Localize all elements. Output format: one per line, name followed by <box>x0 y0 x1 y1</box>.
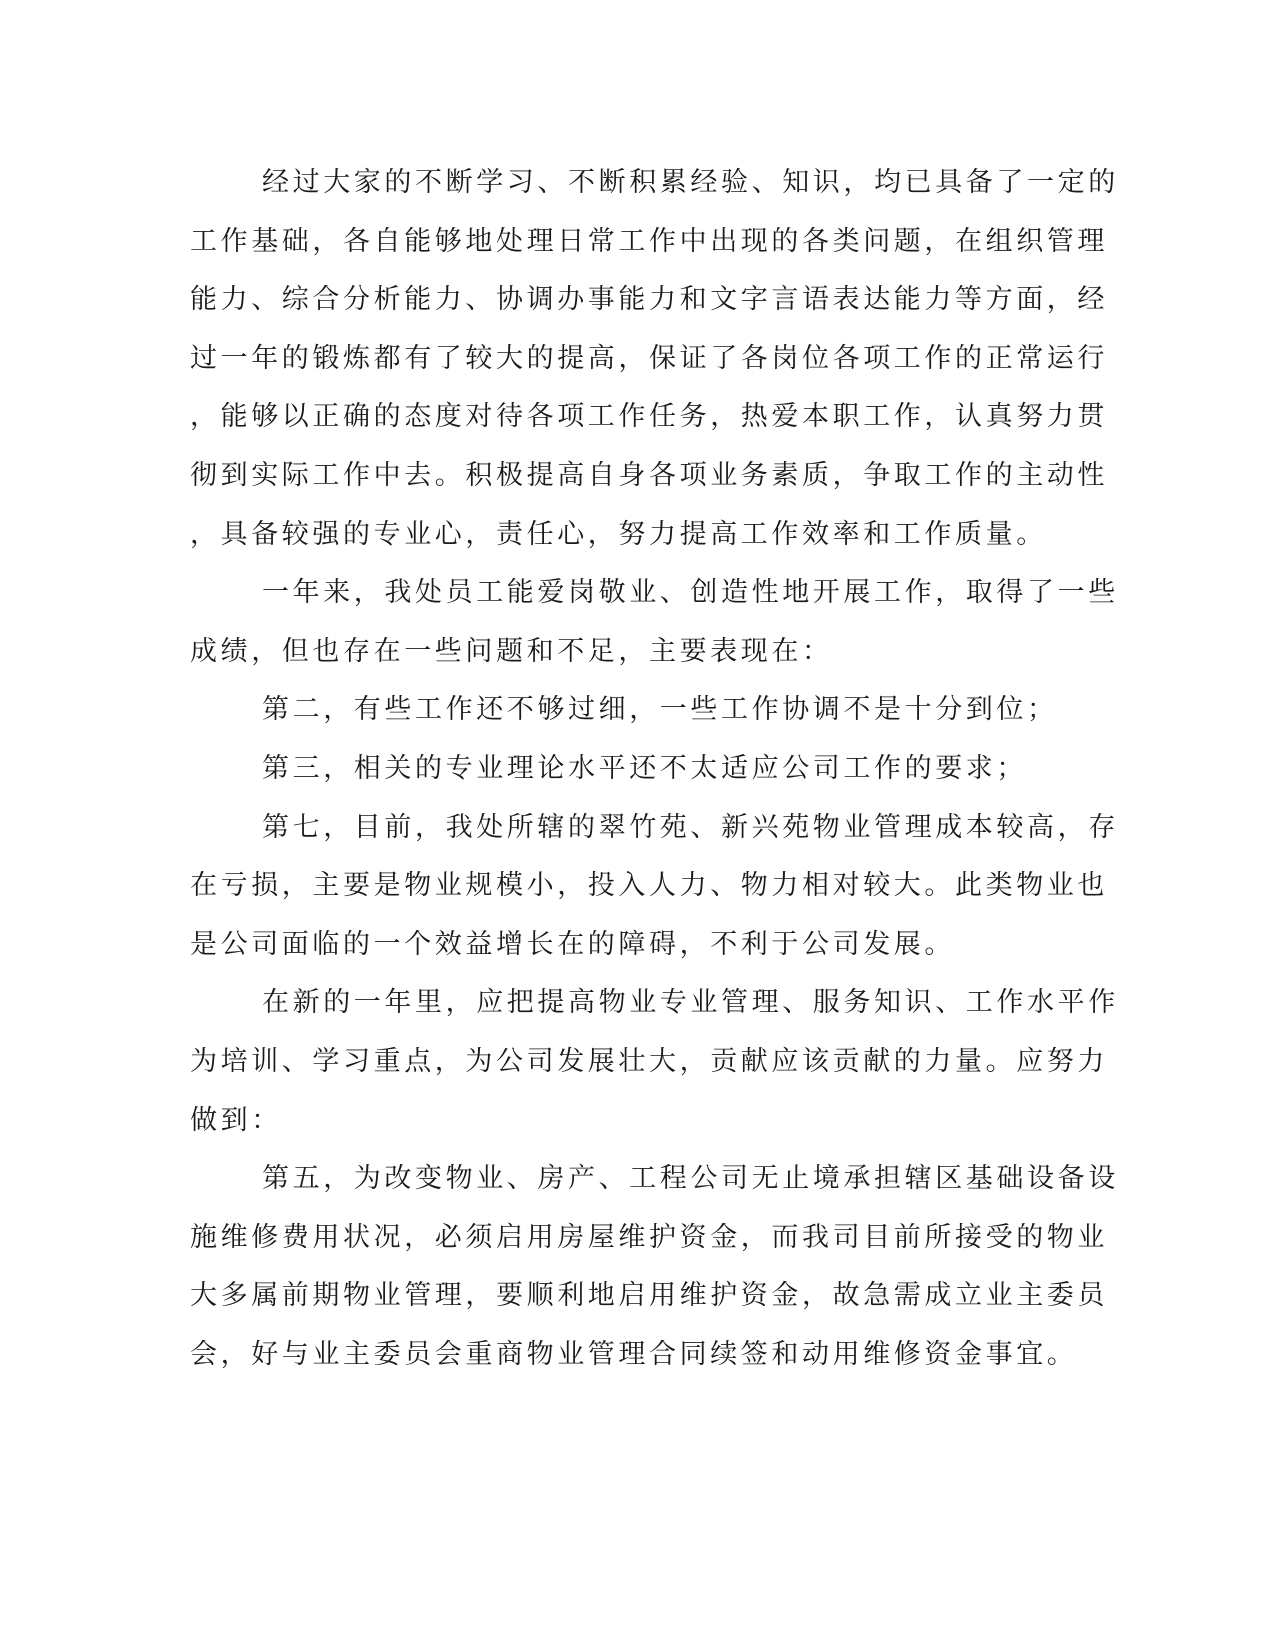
paragraph-3-line-1: 第二，有些工作还不够过细，一些工作协调不是十分到位； <box>262 694 1058 725</box>
paragraph-7-line-4: 会，好与业主委员会重商物业管理合同续签和动用维修资金事宜。 <box>190 1339 1078 1370</box>
paragraph-5-line-3: 是公司面临的一个效益增长在的障碍，不利于公司发展。 <box>190 929 955 960</box>
paragraph-1-line-4: 过一年的锻炼都有了较大的提高，保证了各岗位各项工作的正常运行 <box>190 343 1108 374</box>
paragraph-1-line-2: 工作基础，各自能够地处理日常工作中出现的各类问题，在组织管理 <box>190 226 1108 257</box>
paragraph-7-line-1: 第五，为改变物业、房产、工程公司无止境承担辖区基础设备设 <box>262 1163 1119 1194</box>
paragraph-6-line-2: 为培训、学习重点，为公司发展壮大，贡献应该贡献的力量。应努力 <box>190 1046 1108 1077</box>
paragraph-1-line-5: ，能够以正确的态度对待各项工作任务，热爱本职工作，认真努力贯 <box>190 401 1108 432</box>
paragraph-2-line-2: 成绩，但也存在一些问题和不足，主要表现在： <box>190 636 833 667</box>
paragraph-1-line-3: 能力、综合分析能力、协调办事能力和文字言语表达能力等方面，经 <box>190 284 1108 315</box>
paragraph-7-line-3: 大多属前期物业管理，要顺利地启用维护资金，故急需成立业主委员 <box>190 1280 1108 1311</box>
paragraph-6-line-3: 做到： <box>190 1105 282 1136</box>
paragraph-7-line-2: 施维修费用状况，必须启用房屋维护资金，而我司目前所接受的物业 <box>190 1222 1108 1253</box>
paragraph-2-line-1: 一年来，我处员工能爱岗敬业、创造性地开展工作，取得了一些 <box>262 577 1119 608</box>
paragraph-5-line-1: 第七，目前，我处所辖的翠竹苑、新兴苑物业管理成本较高，存 <box>262 812 1119 843</box>
paragraph-1-line-7: ，具备较强的专业心，责任心，努力提高工作效率和工作质量。 <box>190 519 1047 550</box>
paragraph-1-line-6: 彻到实际工作中去。积极提高自身各项业务素质，争取工作的主动性 <box>190 460 1108 491</box>
paragraph-5-line-2: 在亏损，主要是物业规模小，投入人力、物力相对较大。此类物业也 <box>190 870 1108 901</box>
paragraph-6-line-1: 在新的一年里，应把提高物业专业管理、服务知识、工作水平作 <box>262 987 1119 1018</box>
paragraph-4-line-1: 第三，相关的专业理论水平还不太适应公司工作的要求； <box>262 753 1027 784</box>
paragraph-1-line-1: 经过大家的不断学习、不断积累经验、知识，均已具备了一定的 <box>262 167 1119 198</box>
